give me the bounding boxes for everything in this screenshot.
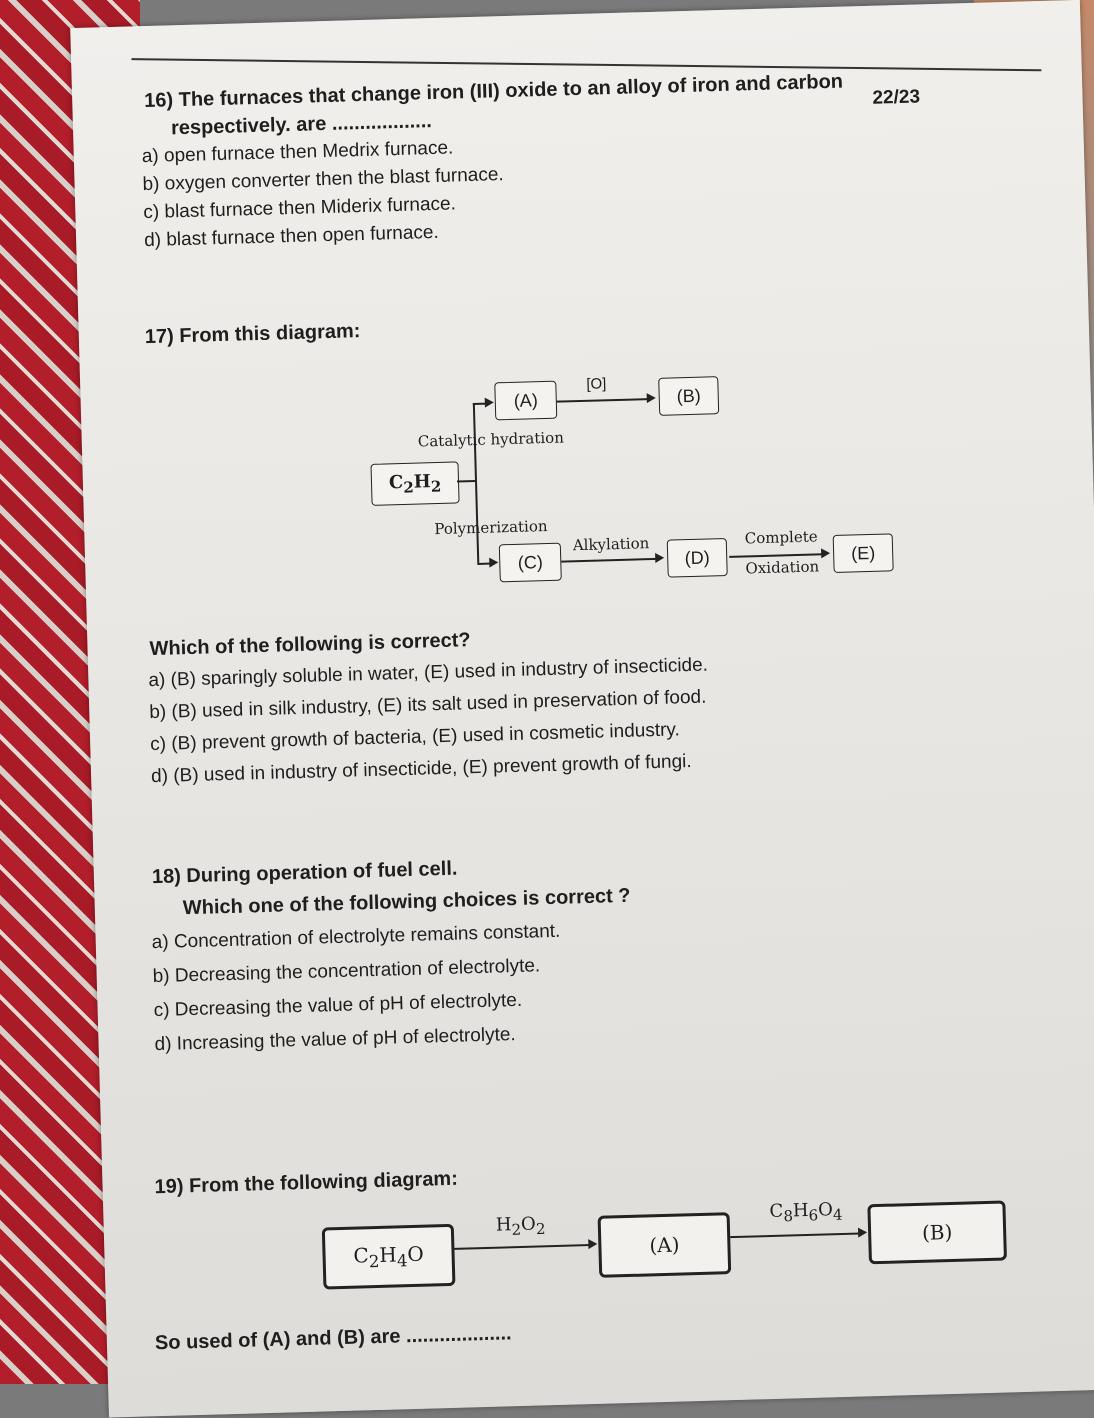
q17-box-a: (A) (494, 381, 557, 421)
q17-label-catalytic-hydration: Catalytic hydration (417, 428, 565, 451)
q19-arrow-start-a (454, 1244, 590, 1249)
q16-stem-line1: 16) The furnaces that change iron (III) oxide to an alloy of iron and carbon (143, 70, 844, 113)
q17-option-d[interactable]: d) (B) used in industry of insecticide, (E) prevent growth of fungi. (150, 751, 692, 788)
q17-stem: 17) From this diagram: (144, 320, 361, 349)
q19-box-start (322, 1224, 456, 1290)
q16-option-b[interactable]: b) oxygen converter then the blast furnace. (142, 164, 504, 196)
q19-arrowhead-to-a (588, 1239, 597, 1249)
q16-option-d[interactable]: d) blast furnace then open furnace. (143, 221, 440, 252)
q17-arrowhead-to-d (655, 553, 664, 563)
q17-box-e: (E) (833, 533, 894, 573)
q17-question: Which of the following is correct? (149, 629, 471, 661)
q17-arrowhead-to-e (821, 548, 830, 558)
q16-option-c[interactable]: c) blast furnace then Miderix furnace. (143, 193, 457, 224)
q17-arrowhead-to-b (647, 393, 656, 403)
q17-arrowhead-to-a (485, 397, 494, 407)
q19-arrowhead-to-b (858, 1227, 867, 1237)
q18-option-b[interactable]: b) Decreasing the concentration of electrolyte. (152, 955, 541, 988)
q17-label-oxidation: Oxidation (745, 557, 820, 578)
q17-branch-stub (457, 480, 475, 482)
q18-option-c[interactable]: c) Decreasing the value of pH of electrolyte. (153, 989, 523, 1022)
q17-box-d: (D) (667, 538, 728, 578)
q17-arrow-a-b (557, 398, 649, 402)
q17-option-c[interactable]: c) (B) prevent growth of bacteria, (E) used in cosmetic industry. (149, 719, 681, 756)
q17-branch-vertical (473, 403, 479, 563)
header-rule (131, 58, 1041, 71)
q18-question: Which one of the following choices is correct ? (182, 884, 631, 920)
q17-arrowhead-to-c (489, 557, 498, 567)
q18-option-d[interactable]: d) Increasing the value of pH of electrolyte. (154, 1024, 516, 1056)
q19-start-formula: $C_2H_4O$ (353, 1241, 425, 1272)
q17-box-c: (C) (499, 543, 562, 583)
q19-arrow-a-b (730, 1233, 860, 1238)
q19-reagent-h2o2: $H_2O_2$ (495, 1213, 546, 1239)
q17-label-alkylation: Alkylation (572, 534, 650, 555)
q16-stem-line2: respectively. are .................. (170, 110, 433, 140)
q19-box-b: (B) (867, 1200, 1007, 1264)
q17-label-oxidation-o: [O] (586, 375, 607, 393)
q17-label-polymerization: Polymerization (434, 516, 548, 539)
q19-box-a: (A) (598, 1212, 732, 1278)
q18-stem: 18) During operation of fuel cell. (151, 857, 458, 889)
q18-option-a[interactable]: a) Concentration of electrolyte remains constant. (151, 920, 561, 954)
q16-option-a[interactable]: a) open furnace then Medrix furnace. (141, 137, 454, 168)
q17-arrow-c-d (561, 558, 657, 562)
q17-box-b: (B) (658, 376, 719, 416)
q19-question: So used of (A) and (B) are ................... (154, 1322, 512, 1355)
page-number: 22/23 (872, 86, 921, 109)
q17-box-start (370, 461, 459, 505)
q17-label-complete: Complete (744, 527, 818, 548)
q17-start-formula: $C_2H_2$ (388, 470, 442, 497)
q19-reagent-c8h6o4: $C_8H_6O_4$ (769, 1199, 843, 1226)
q19-stem: 19) From the following diagram: (154, 1167, 459, 1199)
exam-page (70, 0, 1094, 1418)
q17-option-a[interactable]: a) (B) sparingly soluble in water, (E) used in industry of insecticide. (148, 654, 709, 692)
q17-option-b[interactable]: b) (B) used in silk industry, (E) its salt used in preservation of food. (149, 686, 707, 724)
